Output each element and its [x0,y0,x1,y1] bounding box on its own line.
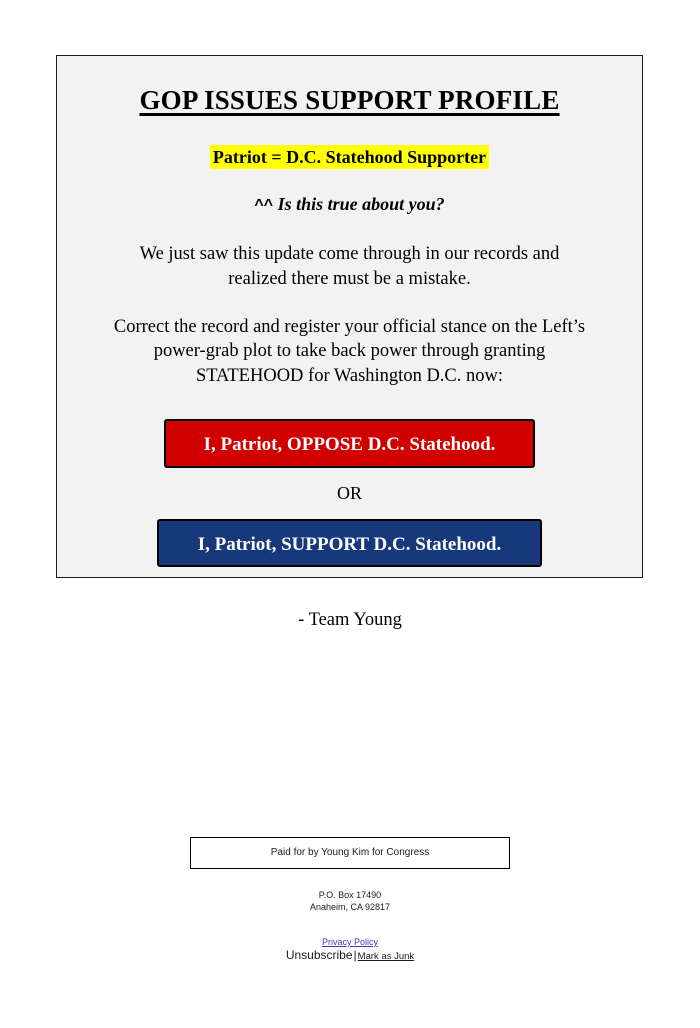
privacy-policy-link[interactable]: Privacy Policy [321,937,378,947]
unsubscribe-row [0,948,700,963]
question-text: Is this true about you? [277,193,445,214]
mailing-address [0,890,700,913]
highlighted-status-text: Patriot = D.C. Statehood Supporter [210,145,489,169]
body-paragraph-2: Correct the record and register your official stance on the Left’s power-grab plot to take back power through granting STATEHOOD for Washington D.C. now: [113,317,586,386]
footer-link-separator: | [353,948,357,963]
oppose-statehood-button[interactable]: I, Patriot, OPPOSE D.C. Statehood. [164,419,535,468]
page-title: GOP ISSUES SUPPORT PROFILE [139,85,560,115]
support-statehood-button[interactable]: I, Patriot, SUPPORT D.C. Statehood. [157,519,542,567]
body-paragraph-1: We just saw this update come through in our records and realized there must be a mistake. [139,244,560,289]
address-line-1: P.O. Box 17490 [318,890,382,900]
mark-as-junk-link[interactable]: Mark as Junk [357,951,415,963]
cta-or-divider-label: OR [336,483,362,504]
paid-for-disclaimer-box: Paid for by Young Kim for Congress [190,837,510,869]
signature: - Team Young [298,610,402,630]
email-content-card [56,55,643,578]
profile-status-line [57,116,642,169]
footer-links [0,936,700,963]
question-line [57,169,642,216]
unsubscribe-link[interactable]: Unsubscribe [285,948,353,963]
cta-group [57,388,642,567]
caret-up-icon: ^^ [254,196,274,214]
address-line-2: Anaheim, CA 92817 [309,901,391,912]
